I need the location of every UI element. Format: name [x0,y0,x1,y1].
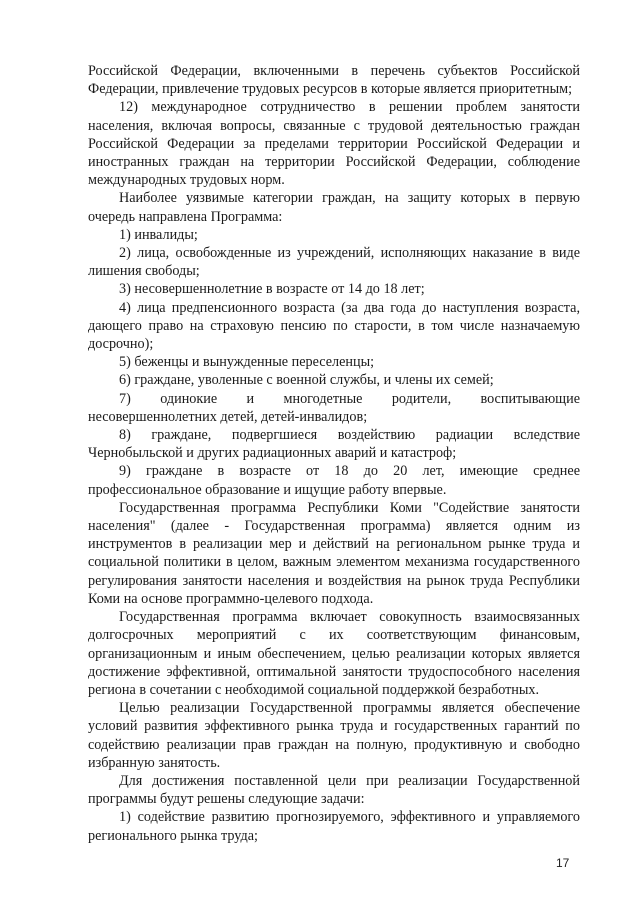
list-item-2: 2) лица, освобожденные из учреждений, исполняющих наказание в виде лишения свободы; [88,245,580,280]
list-item-1: 1) инвалиды; [119,226,198,243]
task-item-1: 1) содействие развитию прогнозируемого, эффективного и управляемого регионального рынка труда; [88,809,580,844]
paragraph-program-tasks: Для достижения поставленной цели при реализации Государственной программы будут решены следующие задачи: [88,772,580,808]
paragraph-program-goal: Целью реализации Государственной программы является обеспечение условий развития эффективного рынка труда и государственных гарантий по содействию реализации прав граждан на полную, продуктивную и свободно избранную занятость. [88,700,580,771]
list-item-6: 6) граждане, уволенные с военной службы, и члены их семей; [119,372,494,389]
list-item-8: 8) граждане, подвергшиеся воздействию радиации вследствие Чернобыльской и других радиационных аварий и катастроф; [88,427,580,462]
paragraph-vulnerable-categories: Наиболее уязвимые категории граждан, на защиту которых в первую очередь направлена Программа: [88,190,580,225]
paragraph-program-measures: Государственная программа включает совокупность взаимосвязанных долгосрочных мероприятий с их соответствующим финансовым, организационным и иным обеспечением, целью реализации которых является достижение эффективной, оптимальной занятости трудоспособного населения региона в сочетании с необходимой социальной поддержкой безработных. [88,609,580,698]
document-page-body [88,62,580,845]
list-item-3: 3) несовершеннолетние в возрасте от 14 до 18 лет; [119,281,425,298]
list-item-5: 5) беженцы и вынужденные переселенцы; [119,354,375,371]
list-item-7: 7) одинокие и многодетные родители, воспитывающие несовершеннолетних детей, детей-инвалидов; [88,390,580,425]
paragraph-program-description: Государственная программа Республики Коми "Содействие занятости населения" (далее - Государственная программа) является одним из инструментов в реализации мер и действий на региональном рынке труда и социальной политики в целом, важным элементом механизма государственного регулирования занятости населения и воздействия на рынок труда Республики Коми на основе программно-целевого подхода. [88,499,580,607]
list-item-4: 4) лица предпенсионного возраста (за два года до наступления возраста, дающего право на страховую пенсию по старости, в том числе назначаемую досрочно); [88,299,580,353]
page-number: 17 [556,856,570,870]
paragraph-continuation: Российской Федерации, включенными в перечень субъектов Российской Федерации, привлечение трудовых ресурсов в которые является приоритетным; [88,63,580,98]
paragraph-item-12: 12) международное сотрудничество в решении проблем занятости населения, включая вопросы, связанные с трудовой деятельностью граждан Российской Федерации за пределами территории Российской Федерации и иностранных граждан на территории Российской Федерации, соблюдение международных трудовых норм. [88,99,580,189]
list-item-9: 9) граждане в возрасте от 18 до 20 лет, имеющие среднее профессиональное образование и ищущие работу впервые. [88,463,580,498]
